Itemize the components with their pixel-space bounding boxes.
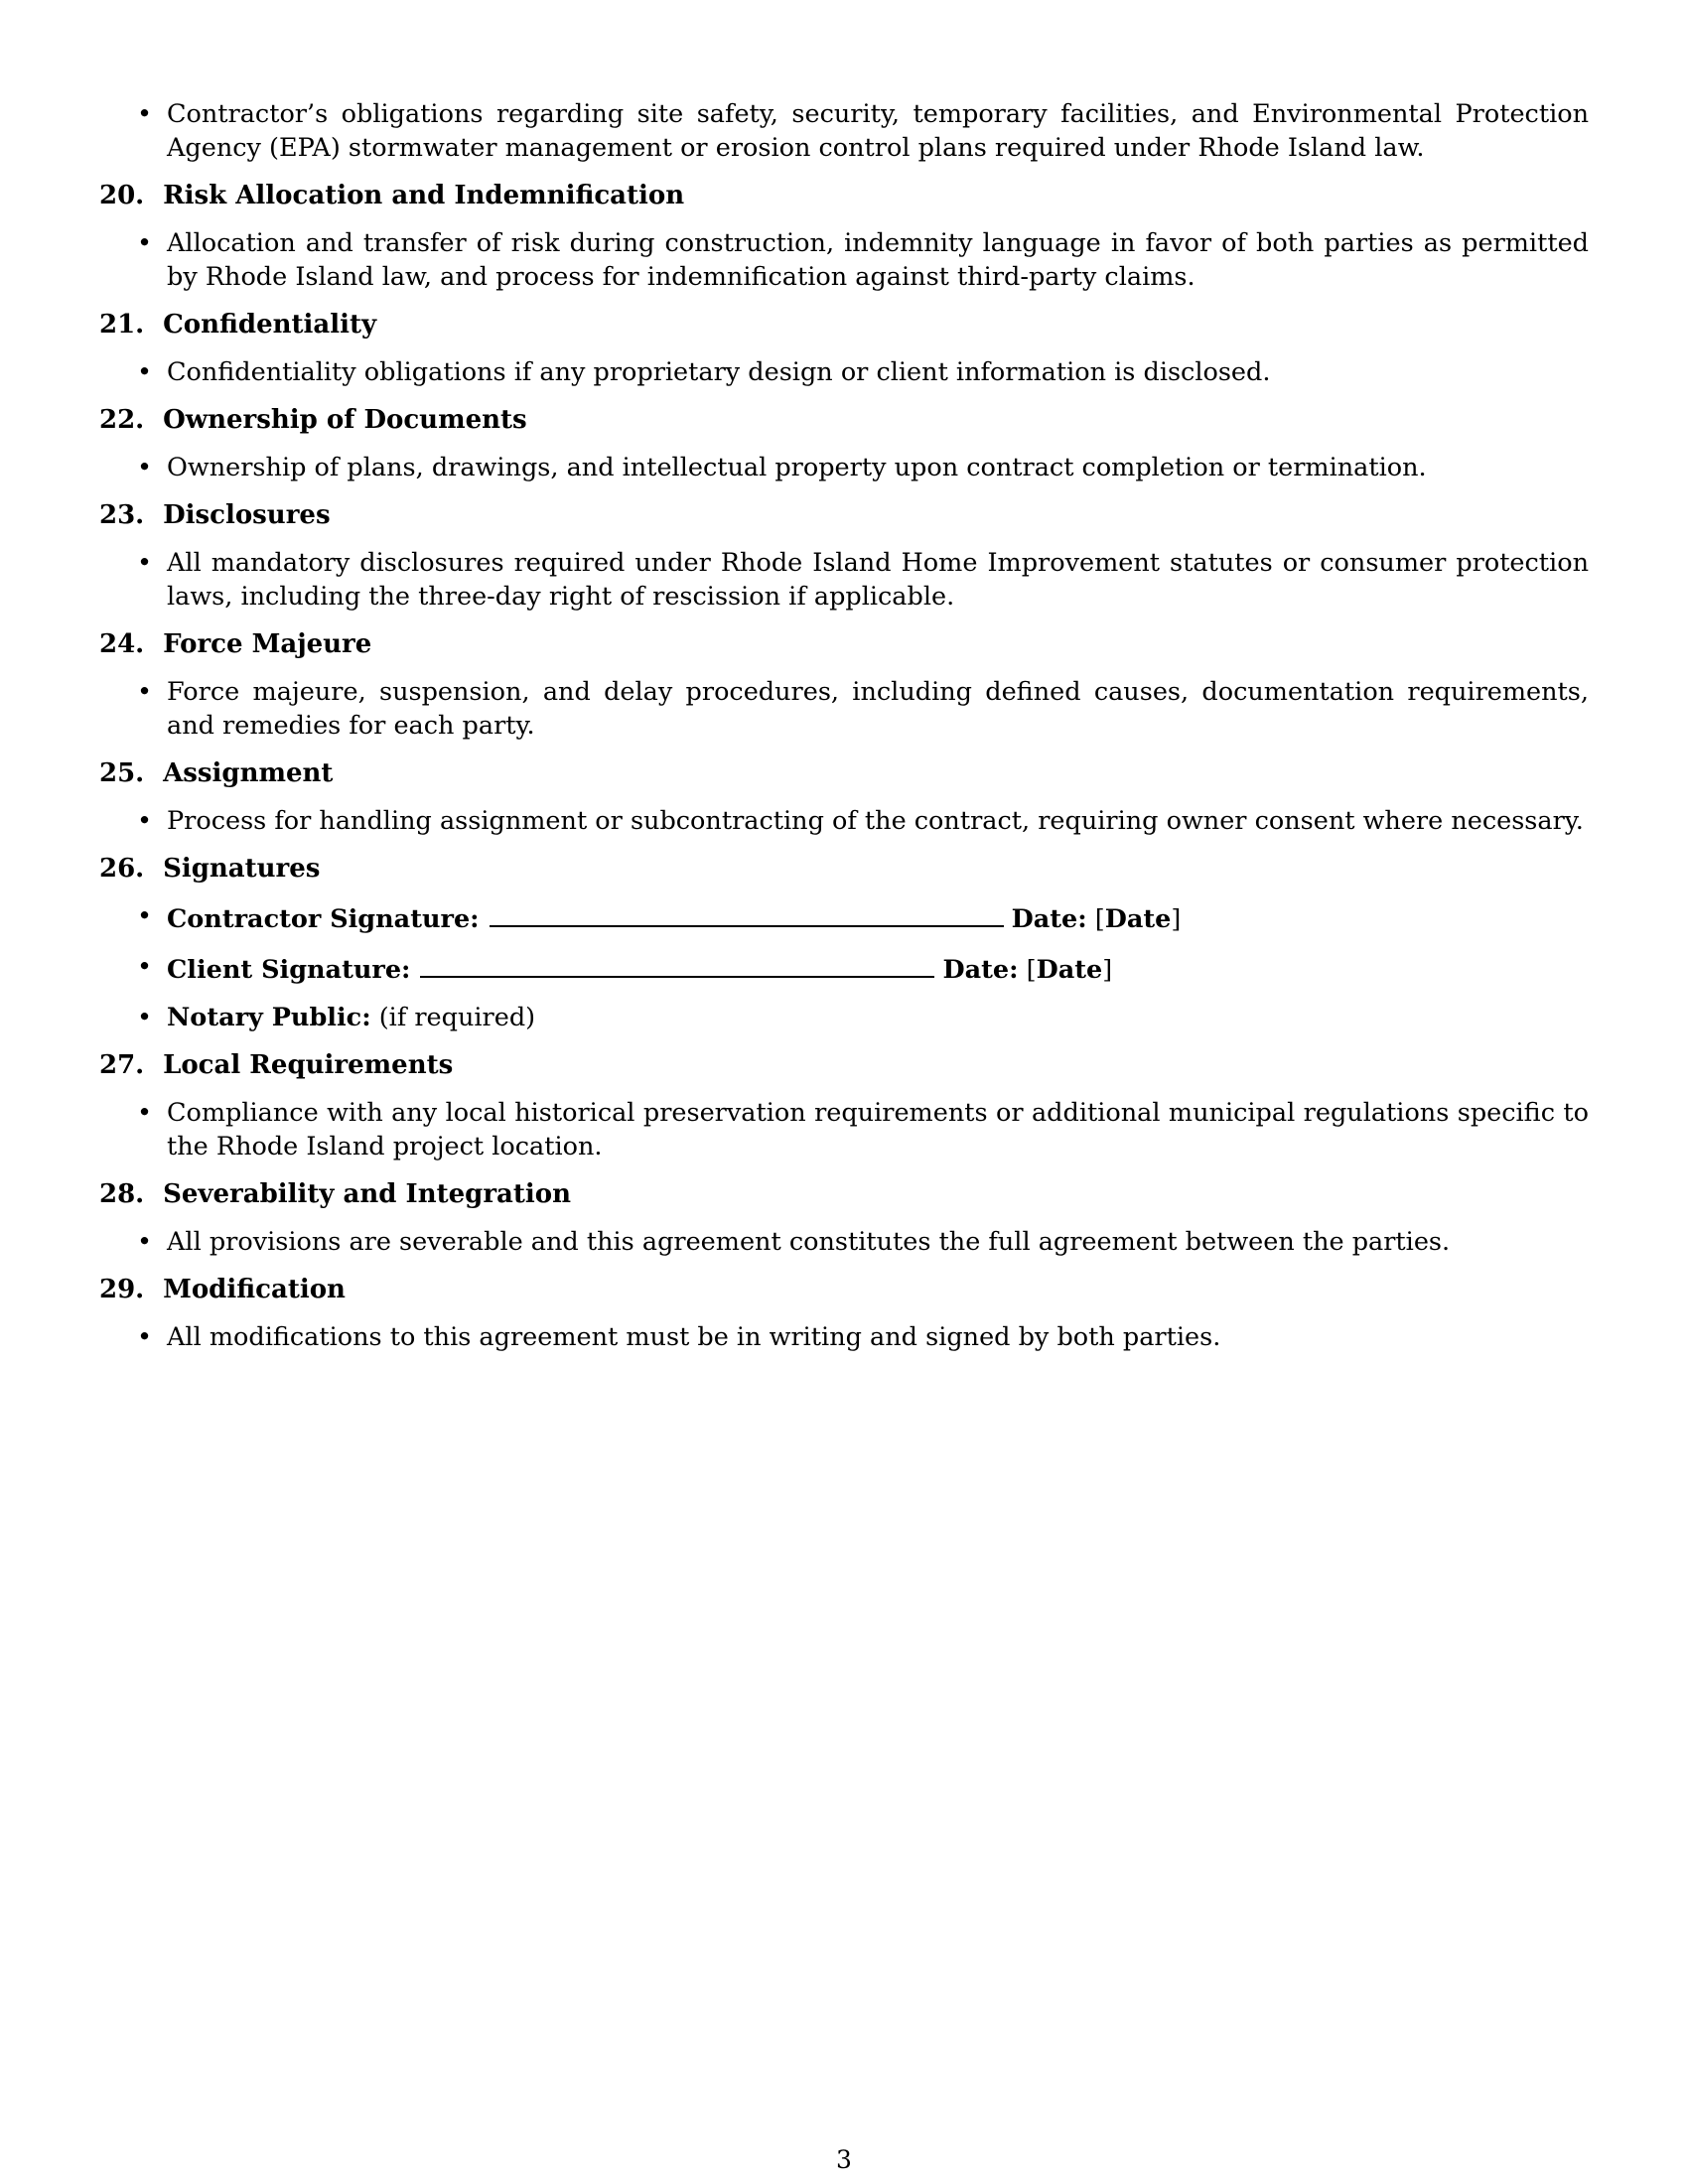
section-heading: 23. Disclosures: [99, 500, 331, 530]
date-label: Date:: [942, 955, 1019, 985]
section-28: [99, 1177, 1589, 1259]
bullet-item: • All mandatory disclosures required under Rhode Island Home Improvement statutes or consumer protection laws, including the three-day right of rescission if applicable.: [99, 546, 1589, 614]
section-24: [99, 627, 1589, 743]
date-placeholder[interactable]: Date: [1104, 904, 1172, 934]
section-heading: 28. Severability and Integration: [99, 1179, 572, 1209]
bullet-item: • All modifications to this agreement must be in writing and signed by both parties.: [99, 1320, 1589, 1354]
bullet-item: • Process for handling assignment or subcontracting of the contract, requiring owner consent where necessary.: [99, 804, 1589, 838]
section-heading: 25. Assignment: [99, 758, 334, 788]
bullet-item: • Ownership of plans, drawings, and intellectual property upon contract completion or termination.: [99, 451, 1589, 484]
contractor-signature-row: • Contractor Signature: Date: [Date]: [99, 899, 1589, 936]
section-heading: 26. Signatures: [99, 854, 321, 884]
section-heading: 20. Risk Allocation and Indemnification: [99, 181, 685, 210]
notary-note: (if required): [378, 1003, 536, 1032]
section-23: [99, 498, 1589, 614]
notary-label: Notary Public:: [167, 1003, 371, 1032]
bullet-item: • Allocation and transfer of risk during construction, indemnity language in favor of both parties as permitted by Rhode Island law, and process for indemnification against third-party claims.: [99, 226, 1589, 294]
section-heading: 27. Local Requirements: [99, 1050, 454, 1080]
section-heading: 22. Ownership of Documents: [99, 405, 527, 435]
client-signature-row: • Client Signature: Date: [Date]: [99, 950, 1589, 987]
section-heading: 29. Modification: [99, 1275, 346, 1304]
date-placeholder[interactable]: Date: [1036, 955, 1103, 985]
section-29: [99, 1273, 1589, 1354]
contractor-signature-line[interactable]: [490, 899, 1004, 927]
bullet-item: • Compliance with any local historical preservation requirements or additional municipal regulations specific to the Rhode Island project location.: [99, 1096, 1589, 1163]
notary-row: [99, 1001, 1589, 1034]
date-label: Date:: [1011, 904, 1087, 934]
section-25: [99, 756, 1589, 838]
client-signature-line[interactable]: [420, 950, 934, 978]
section-20: [99, 179, 1589, 294]
client-signature-label: Client Signature:: [167, 955, 411, 985]
section-21: [99, 308, 1589, 389]
section-26-signatures: [99, 852, 1589, 1034]
bullet-item: • Contractor’s obligations regarding site safety, security, temporary facilities, and Environmental Protection Agency (EPA) stormwater management or erosion control plans required under Rhode Island law.: [99, 97, 1589, 165]
section-27: [99, 1048, 1589, 1163]
contractor-signature-label: Contractor Signature:: [167, 904, 480, 934]
page-number: 3: [836, 2145, 852, 2174]
bullet-item: • All provisions are severable and this agreement constitutes the full agreement between the parties.: [99, 1225, 1589, 1259]
section-heading: 24. Force Majeure: [99, 629, 372, 659]
intro-bullet-list: [99, 97, 1589, 165]
document-body: [99, 97, 1589, 1368]
bullet-item: • Force majeure, suspension, and delay procedures, including defined causes, documentation requirements, and remedies for each party.: [99, 675, 1589, 743]
section-22: [99, 403, 1589, 484]
bullet-item: • Confidentiality obligations if any proprietary design or client information is disclosed.: [99, 355, 1589, 389]
section-heading: 21. Confidentiality: [99, 310, 377, 340]
